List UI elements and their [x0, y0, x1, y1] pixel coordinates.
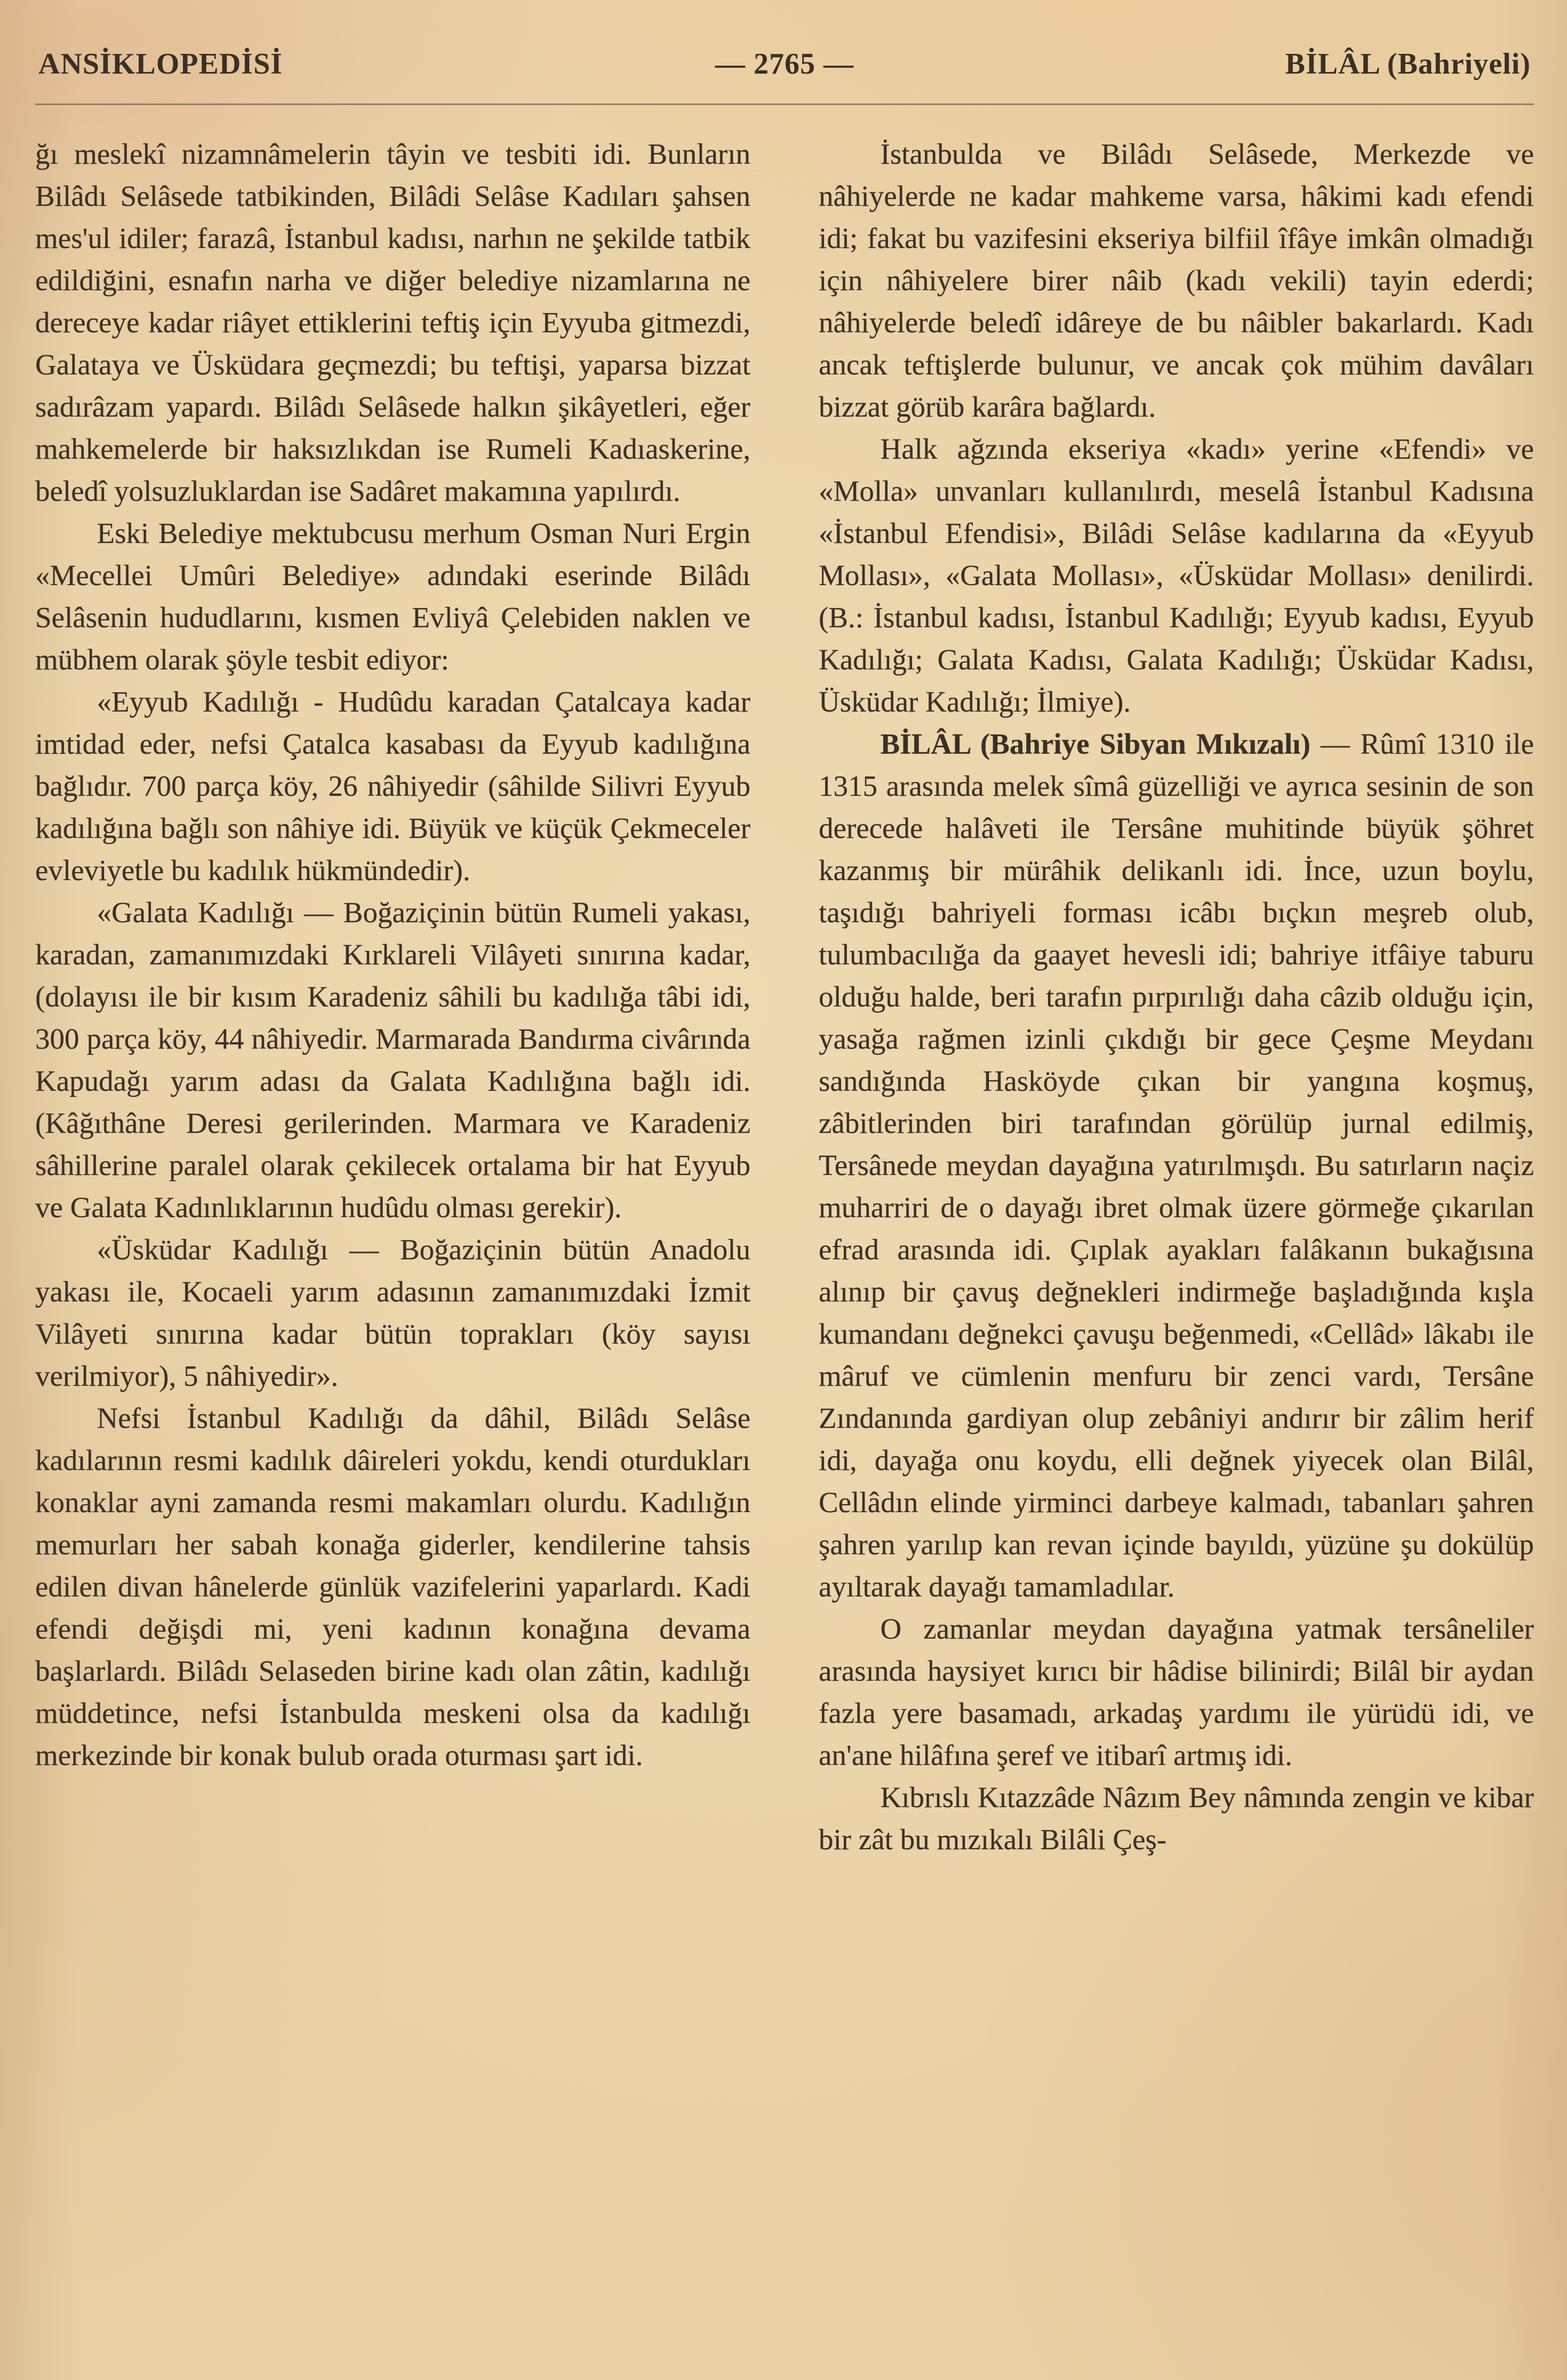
paragraph: «Eyyub Kadılığı - Hudûdu karadan Çatalcaya kadar imtidad eder, nefsi Çatalca kasabası da Eyyub kadılığına bağlıdır. 700 parça köy, 26 nâhiyedir (sâhilde Silivri Eyyub kadılığına bağlı son nâhiye idi. Büyük ve küçük Çekmeceler evleviyetle bu kadılık hükmündedir). [35, 685, 750, 886]
entry-title: BİLÂL (Bahriye Sibyan Mıkızalı) [880, 728, 1310, 760]
paragraph: BİLÂL (Bahriye Sibyan Mıkızalı) — Rûmî 1310 ile 1315 arasında melek sîmâ güzelliği ve ayrıca sesinin de son derecede halâveti ile Tersâne muhitinde büyük şöhret kazanmış bir mürâhik delikanlı idi. İnce, uzun boylu, taşıdığı bahriyeli forması icâbı bıçkın meşreb olub, tulumbacılığa da gaayet hevesli idi; bahriye itfâiye taburu olduğu halde, beri tarafın pırpırılığı daha câzib olduğu için, yasağa rağmen izinli çıkdığı bir gece Çeşme Meydanı sandığında Hasköyde çıkan bir yangına koşmuş, zâbitlerinden biri tarafından görülüp jurnal edilmiş, Tersânede meydan dayağına yatırılmışdı. Bu satırların naçiz muharriri de o dayağı ibret olmak üzere görmeğe çıkarılan efrad arasında idi. Çıplak ayakları falâkanın bukağısına alınıp bir çavuş değnekleri indirmeğe başladığında kışla kumandanı değnekci çavuşu beğenmedi, «Cellâd» lâkabı ile mâruf ve cümlenin menfuru bir zenci vardı, Tersâne Zındanında gardiyan olup zebâniyi andırır bir zâlim herif idi, dayağa onu koydu, elli değnek yiyecek olan Bilâl, Cellâdın elinde yirminci darbeye kalmadı, tabanları şahren şahren yarılıp kan revan içinde bayıldı, yüzüne şu dokülüp ayıltarak dayağı tamamladılar. [819, 728, 1534, 1603]
paragraph: Kıbrıslı Kıtazzâde Nâzım Bey nâmında zengin ve kibar bir zât bu mızıkalı Bilâli Çeş- [819, 1781, 1534, 1856]
paragraph: İstanbulda ve Bilâdı Selâsede, Merkezde ve nâhiyelerde ne kadar mahkeme varsa, hâkimi kadı efendi idi; fakat bu vazifesini ekseriya bilfiil îfâye imkân olmadığı için nâhiyelere birer nâib (kadı vekili) tayin ederdi; nâhiyelerde beledî idâreye de bu nâibler bakarlardı. Kadı ancak teftişlerde bulunur, ve ancak çok mühim davâları bizzat görüb karâra bağlardı. [819, 138, 1534, 423]
running-title-left: ANSİKLOPEDİSİ [38, 47, 283, 81]
right-column [819, 133, 1534, 1860]
running-title-right: BİLÂL (Bahriyeli) [1285, 47, 1531, 81]
text-columns [35, 105, 1534, 1860]
page-header [35, 37, 1534, 105]
paragraph: Nefsi İstanbul Kadılığı da dâhil, Bilâdı Selâse kadılarının resmi kadılık dâireleri yokdu, kendi oturdukları konaklar ayni zamanda resmi makamları olurdu. Kadılığın memurları her sabah konağa giderler, kendilerine tahsis edilen divan hânelerde günlük vazifelerini yaparlardı. Kadi efendi değişdi mi, yeni kadının konağına devama başlarlardı. Bilâdı Selaseden birine kadı olan zâtin, kadılığı müddetince, nefsi İstanbulda meskeni olsa da kadılığı merkezinde bir konak bulub orada oturması şart idi. [35, 1402, 750, 1771]
paragraph: ğı meslekî nizamnâmelerin tâyin ve tesbiti idi. Bunların Bilâdı Selâsede tatbikinden, Bilâdi Selâse Kadıları şahsen mes'ul idiler; farazâ, İstanbul kadısı, narhın ne şekilde tatbik edildiğini, esnafın narha ve diğer belediye nizamlarına ne dereceye kadar riâyet ettiklerini teftiş için Eyyuba gitmezdi, Galataya ve Üsküdara geçmezdi; bu teftişi, yaparsa bizzat sadırâzam yapardı. Bilâdı Selâsede halkın şikâyetleri, eğer mahkemelerde bir haksızlıkdan ise Rumeli Kadıaskerine, beledî yolsuzluklardan ise Sadâret makamına yapılırdı. [35, 138, 750, 507]
page-number: — 2765 — [715, 47, 854, 81]
paragraph: Halk ağzında ekseriya «kadı» yerine «Efendi» ve «Molla» unvanları kullanılırdı, meselâ İstanbul Kadısına «İstanbul Efendisi», Bilâdi Selâse kadılarına da «Eyyub Mollası», «Galata Mollası», «Üsküdar Mollası» denilirdi. (B.: İstanbul kadısı, İstanbul Kadılığı; Eyyub kadısı, Eyyub Kadılığı; Galata Kadısı, Galata Kadılığı; Üsküdar Kadısı, Üsküdar Kadılığı; İlmiye). [819, 433, 1534, 718]
paragraph: Eski Belediye mektubcusu merhum Osman Nuri Ergin «Mecellei Umûri Belediye» adındaki eserinde Bilâdı Selâsenin hududlarını, kısmen Evliyâ Çelebiden naklen ve mübhem olarak şöyle tesbit ediyor: [35, 517, 750, 676]
left-column [35, 133, 750, 1860]
paragraph: O zamanlar meydan dayağına yatmak tersâneliler arasında haysiyet kırıcı bir hâdise bilinirdi; Bilâl bir aydan fazla yere basamadı, arkadaş yardımı ile yürüdü idi, ve an'ane hilâfına şeref ve itibarî artmış idi. [819, 1612, 1534, 1771]
paragraph: «Üsküdar Kadılığı — Boğaziçinin bütün Anadolu yakası ile, Kocaeli yarım adasının zamanımızdaki İzmit Vilâyeti sınırına kadar bütün toprakları (köy sayısı verilmiyor), 5 nâhiyedir». [35, 1233, 750, 1392]
paragraph: «Galata Kadılığı — Boğaziçinin bütün Rumeli yakası, karadan, zamanımızdaki Kırklareli Vilâyeti sınırına kadar, (dolayısı ile bir kısım Karadeniz sâhili bu kadılığa tâbi idi, 300 parça köy, 44 nâhiyedir. Marmarada Bandırma civârında Kapudağı yarım adası da Galata Kadılığına bağlı idi. (Kâğıthâne Deresi gerilerinden. Marmara ve Karadeniz sâhillerine paralel olarak çekilecek ortalama bir hat Eyyub ve Galata Kadınlıklarının hudûdu olması gerekir). [35, 896, 750, 1224]
